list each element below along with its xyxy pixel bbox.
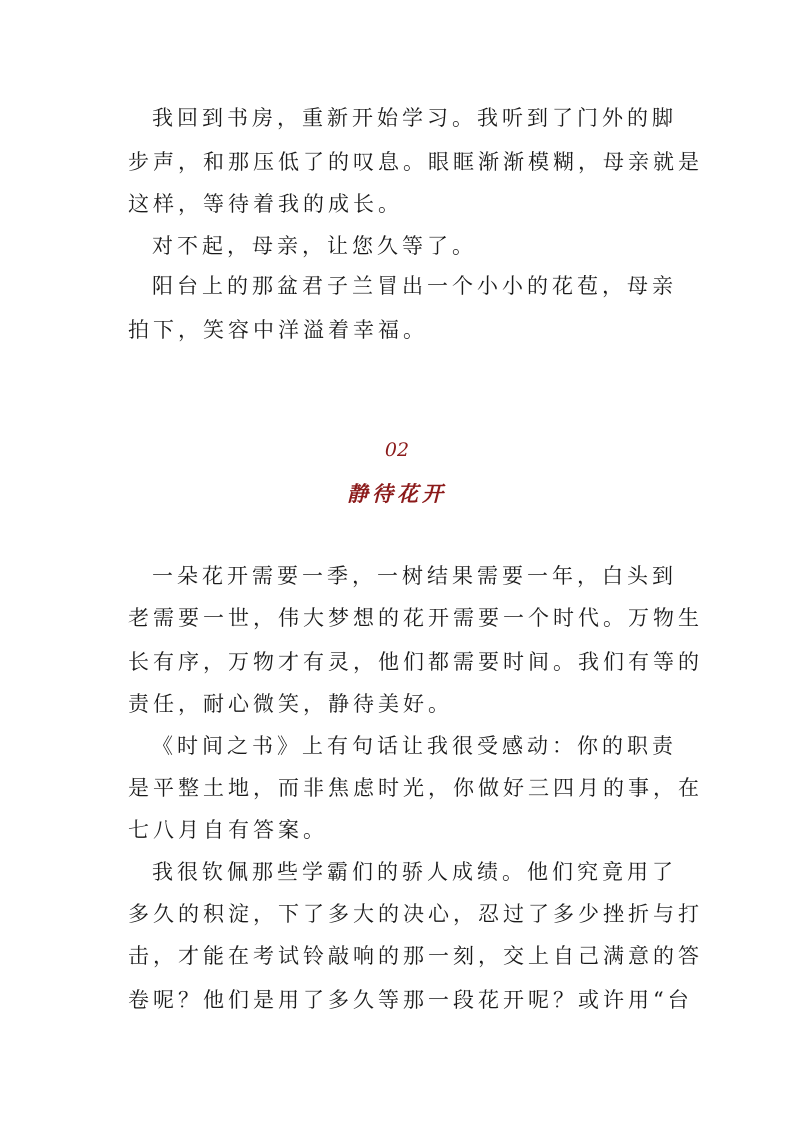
- paragraph-1-line-2: 步声，和那压低了的叹息。眼眶渐渐模糊，母亲就是: [128, 150, 703, 174]
- paragraph-6-line-1: 我很钦佩那些学霸们的骄人成绩。他们究竟用了: [152, 860, 677, 884]
- paragraph-4-line-3: 长有序，万物才有灵，他们都需要时间。我们有等的: [128, 650, 703, 674]
- paragraph-5-line-1: 《时间之书》上有句话让我很受感动：你的职责: [152, 734, 677, 758]
- paragraph-2-line-1: 对不起，母亲，让您久等了。: [152, 234, 477, 258]
- paragraph-5-line-3: 七八月自有答案。: [128, 818, 328, 842]
- section-title: 静待花开: [347, 481, 447, 506]
- paragraph-4-line-1: 一朵花开需要一季，一树结果需要一年，白头到: [152, 564, 677, 588]
- paragraph-3-line-2: 拍下，笑容中洋溢着幸福。: [128, 318, 428, 342]
- section-number: 02: [384, 439, 410, 461]
- paragraph-6-line-3: 击，才能在考试铃敲响的那一刻，交上自己满意的答: [128, 944, 703, 968]
- paragraph-4-line-2: 老需要一世，伟大梦想的花开需要一个时代。万物生: [128, 606, 703, 630]
- paragraph-4-line-4: 责任，耐心微笑，静待美好。: [128, 692, 453, 716]
- paragraph-5-line-2: 是平整土地，而非焦虑时光，你做好三四月的事，在: [128, 776, 703, 800]
- paragraph-1-line-1: 我回到书房，重新开始学习。我听到了门外的脚: [152, 106, 677, 130]
- paragraph-3-line-1: 阳台上的那盆君子兰冒出一个小小的花苞，母亲: [152, 274, 677, 298]
- paragraph-6-line-4: 卷呢？他们是用了多久等那一段花开呢？或许用“台: [128, 988, 693, 1012]
- paragraph-6-line-2: 多久的积淀，下了多大的决心，忍过了多少挫折与打: [128, 902, 703, 926]
- paragraph-1-line-3: 这样，等待着我的成长。: [128, 192, 403, 216]
